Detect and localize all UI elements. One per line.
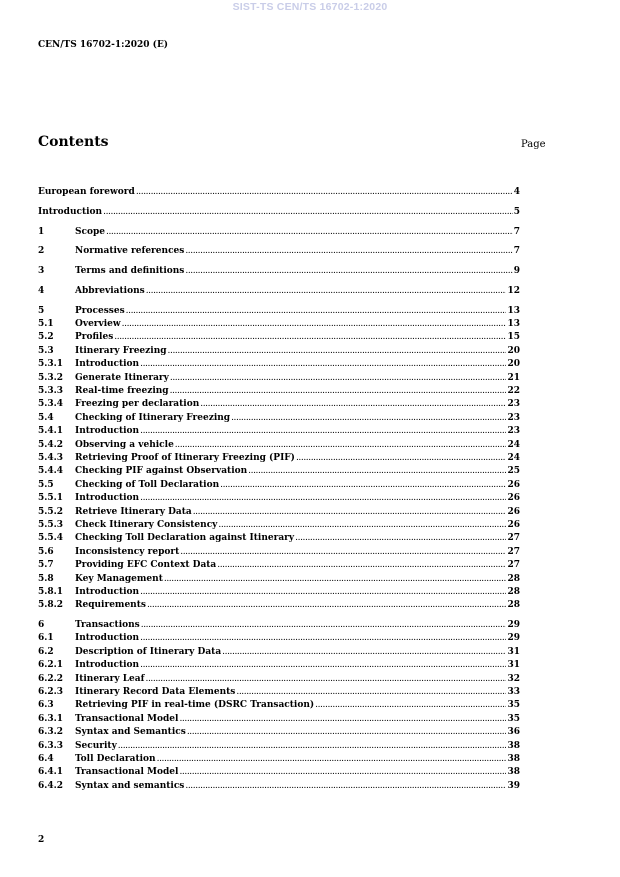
toc-entry[interactable] <box>38 206 520 219</box>
toc-entry-number: 5.8.2 <box>38 600 64 611</box>
toc-entry-page[interactable]: 23 <box>507 426 520 437</box>
page-column-label: Page <box>521 139 546 150</box>
toc-entry-number: 6.3.2 <box>38 727 64 738</box>
toc-entry[interactable] <box>38 699 520 712</box>
toc-entry-page[interactable]: 39 <box>507 780 520 791</box>
toc-entry-page[interactable]: 13 <box>507 305 520 316</box>
toc-entry-title[interactable]: Processes <box>75 305 125 316</box>
dot-leader <box>114 331 506 344</box>
toc-entry-title[interactable]: Itinerary Record Data Elements <box>75 687 236 698</box>
dot-leader <box>231 412 506 425</box>
dot-leader <box>140 659 506 672</box>
toc-entry-number: 5.3.2 <box>38 372 64 383</box>
toc-entry[interactable] <box>38 753 520 766</box>
toc-entry-page[interactable]: 28 <box>507 573 520 584</box>
toc-entry-page[interactable]: 26 <box>507 479 520 490</box>
toc-entry-page[interactable]: 25 <box>507 466 520 477</box>
toc-entry-title[interactable]: Introduction <box>75 426 140 437</box>
toc-entry-number: 5.4 <box>38 412 54 423</box>
toc-entry[interactable] <box>38 492 520 505</box>
toc-entry-number: 5.4.3 <box>38 452 64 463</box>
toc-entry-page[interactable]: 36 <box>507 727 520 738</box>
dot-leader <box>140 492 506 505</box>
toc-entry[interactable] <box>38 659 520 672</box>
toc-entry-page[interactable]: 22 <box>507 386 520 397</box>
toc-entry-page[interactable]: 20 <box>507 359 520 370</box>
toc-entry-number: 6.3.3 <box>38 740 64 751</box>
dot-leader <box>170 385 507 398</box>
toc-entry[interactable] <box>38 726 520 739</box>
dot-leader <box>146 285 507 298</box>
dot-leader <box>168 345 507 358</box>
toc-entry-page[interactable]: 27 <box>507 560 520 571</box>
toc-entry-page[interactable]: 20 <box>507 345 520 356</box>
dot-leader <box>185 265 512 278</box>
dot-leader <box>136 186 513 199</box>
toc-entry-title[interactable]: Syntax and Semantics <box>75 727 186 738</box>
toc-entry-title[interactable]: Providing EFC Context Data <box>75 560 217 571</box>
dot-leader <box>200 398 506 411</box>
dot-leader <box>126 305 507 318</box>
toc-entry-number: 4 <box>38 285 45 296</box>
toc-entry-title[interactable]: Abbreviations <box>75 285 145 296</box>
toc-entry-title[interactable]: Terms and definitions <box>75 266 185 277</box>
toc-entry-page[interactable]: 21 <box>507 372 520 383</box>
toc-entry-page[interactable]: 35 <box>507 700 520 711</box>
toc-entry[interactable] <box>38 452 520 465</box>
toc-entry-title[interactable]: Security <box>75 740 117 751</box>
toc-entry-title[interactable]: Introduction <box>75 359 140 370</box>
toc-entry-page[interactable]: 35 <box>507 713 520 724</box>
toc-entry-page[interactable]: 38 <box>507 753 520 764</box>
toc-entry-title[interactable]: Checking of Toll Declaration <box>75 479 220 490</box>
toc-entry-page[interactable]: 23 <box>507 399 520 410</box>
toc-entry-title[interactable]: Description of Itinerary Data <box>75 646 222 657</box>
dot-leader <box>164 573 507 586</box>
toc-entry-title[interactable]: Syntax and semantics <box>75 780 185 791</box>
toc-entry-page[interactable]: 26 <box>507 493 520 504</box>
toc-entry-page[interactable]: 38 <box>507 740 520 751</box>
toc-entry-page[interactable]: 28 <box>507 586 520 597</box>
toc-entry-title[interactable]: Overview <box>75 319 121 330</box>
toc-entry-title[interactable]: Introduction <box>75 493 140 504</box>
dot-leader <box>118 740 507 753</box>
toc-entry-page[interactable]: 9 <box>513 266 520 277</box>
toc-entry[interactable] <box>38 599 520 612</box>
toc-entry-title[interactable]: Itinerary Leaf <box>75 673 145 684</box>
toc-entry[interactable] <box>38 559 520 572</box>
toc-entry-number: 6.4 <box>38 753 54 764</box>
toc-entry[interactable] <box>38 479 520 492</box>
toc-entry-number: 6.2 <box>38 646 54 657</box>
toc-entry-title[interactable]: Freezing per declaration <box>75 399 200 410</box>
toc-entry[interactable] <box>38 766 520 779</box>
toc-entry[interactable] <box>38 673 520 686</box>
toc-entry-number: 5.4.2 <box>38 439 64 450</box>
toc-entry-page[interactable]: 31 <box>507 660 520 671</box>
toc-entry-title[interactable]: Checking Toll Declaration against Itinerary <box>75 533 295 544</box>
dot-leader <box>315 699 506 712</box>
toc-entry-number: 5.5 <box>38 479 54 490</box>
toc-entry-title[interactable]: Retrieving Proof of Itinerary Freezing (PIF) <box>75 452 295 463</box>
dot-leader <box>140 586 506 599</box>
dot-leader <box>185 780 506 793</box>
dot-leader <box>218 519 506 532</box>
toc-entry-title[interactable]: Introduction <box>38 206 103 217</box>
toc-entry-number: 5 <box>38 305 45 316</box>
toc-entry[interactable] <box>38 226 520 239</box>
toc-entry-number: 6.1 <box>38 633 54 644</box>
toc-entry-title[interactable]: Transactional Model <box>75 713 179 724</box>
toc-entry[interactable] <box>38 619 520 632</box>
toc-entry[interactable] <box>38 331 520 344</box>
toc-entry-title[interactable]: Retrieving PIF in real-time (DSRC Transaction) <box>75 700 315 711</box>
dot-leader <box>140 632 506 645</box>
toc-entry-number: 5.1 <box>38 319 54 330</box>
dot-leader <box>146 673 507 686</box>
dot-leader <box>222 646 506 659</box>
toc-entry[interactable] <box>38 245 520 258</box>
toc-entry-page[interactable]: 12 <box>507 285 520 296</box>
dot-leader <box>193 506 507 519</box>
toc-entry-number: 6.2.1 <box>38 660 64 671</box>
toc-entry-title[interactable]: Observing a vehicle <box>75 439 174 450</box>
toc-entry-title[interactable]: Key Management <box>75 573 163 584</box>
toc-entry-title[interactable]: Itinerary Freezing <box>75 345 167 356</box>
toc-entry[interactable] <box>38 385 520 398</box>
toc-entry-title[interactable]: Inconsistency report <box>75 546 180 557</box>
toc-entry-number: 5.3.3 <box>38 386 64 397</box>
toc-entry-number: 5.4.1 <box>38 426 64 437</box>
toc-entry-title[interactable]: Introduction <box>75 586 140 597</box>
toc-entry-number: 5.3.4 <box>38 399 64 410</box>
toc-entry-title[interactable]: Real-time freezing <box>75 386 169 397</box>
toc-entry-page[interactable]: 28 <box>507 600 520 611</box>
dot-leader <box>106 226 513 239</box>
toc-entry-title[interactable]: Profiles <box>75 332 114 343</box>
dot-leader <box>236 686 506 699</box>
dot-leader <box>147 599 507 612</box>
toc-entry-number: 6 <box>38 620 45 631</box>
toc-entry-number: 5.8.1 <box>38 586 64 597</box>
toc-entry[interactable] <box>38 465 520 478</box>
toc-entry-page[interactable]: 27 <box>507 546 520 557</box>
dot-leader <box>103 206 513 219</box>
toc-entry-page[interactable]: 24 <box>507 439 520 450</box>
toc-entry-title[interactable]: European foreword <box>38 187 135 197</box>
toc-entry[interactable] <box>38 425 520 438</box>
toc-entry-title[interactable]: Scope <box>75 226 106 237</box>
toc-entry[interactable] <box>38 265 520 278</box>
toc-entry-number: 6.3 <box>38 700 54 711</box>
toc-entry-title[interactable]: Toll Declaration <box>75 753 156 764</box>
toc-entry[interactable] <box>38 358 520 371</box>
toc-entry[interactable] <box>38 318 520 331</box>
toc-entry[interactable] <box>38 372 520 385</box>
toc-entry-title[interactable]: Check Itinerary Consistency <box>75 519 218 530</box>
toc-entry-page[interactable]: 29 <box>507 633 520 644</box>
dot-leader <box>179 766 506 779</box>
dot-leader <box>248 465 506 478</box>
toc-entry[interactable] <box>38 506 520 519</box>
toc-entry-page[interactable]: 13 <box>507 319 520 330</box>
toc-entry[interactable] <box>38 546 520 559</box>
toc-entry-page[interactable]: 7 <box>513 246 520 257</box>
dot-leader <box>140 358 506 371</box>
toc-entry-title[interactable]: Checking of Itinerary Freezing <box>75 412 231 423</box>
dot-leader <box>141 619 507 632</box>
toc-entry[interactable] <box>38 740 520 753</box>
toc-entry-number: 5.3.1 <box>38 359 64 370</box>
toc-entry[interactable] <box>38 713 520 726</box>
dot-leader <box>180 546 506 559</box>
toc-entry[interactable] <box>38 532 520 545</box>
toc-entry-title[interactable]: Introduction <box>75 660 140 671</box>
dot-leader <box>296 452 507 465</box>
toc-entry-title[interactable]: Retrieve Itinerary Data <box>75 506 192 517</box>
dot-leader <box>122 318 507 331</box>
toc-entry[interactable] <box>38 285 520 298</box>
toc-entry-page[interactable]: 23 <box>507 412 520 423</box>
dot-leader <box>220 479 506 492</box>
toc-entry[interactable] <box>38 398 520 411</box>
toc-entry-page[interactable]: 5 <box>513 206 520 217</box>
toc-entry-title[interactable]: Transactions <box>75 620 140 631</box>
toc-entry-number: 6.4.1 <box>38 767 64 778</box>
toc-entry-title[interactable]: Transactional Model <box>75 767 179 778</box>
toc-entry[interactable] <box>38 646 520 659</box>
toc-entry-number: 5.8 <box>38 573 54 584</box>
toc-entry[interactable] <box>38 305 520 318</box>
toc-entry-number: 5.5.3 <box>38 519 64 530</box>
toc-entry[interactable] <box>38 780 520 793</box>
toc-entry-number: 1 <box>38 226 45 237</box>
toc-entry[interactable] <box>38 632 520 645</box>
dot-leader <box>170 372 507 385</box>
dot-leader <box>187 726 507 739</box>
toc-entry-title[interactable]: Checking PIF against Observation <box>75 466 248 477</box>
toc-entry-number: 3 <box>38 266 45 277</box>
document-id: CEN/TS 16702-1:2020 (E) <box>38 40 169 50</box>
toc-entry-number: 6.4.2 <box>38 780 64 791</box>
toc-entry-title[interactable]: Normative references <box>75 246 185 257</box>
toc-entry-page[interactable]: 32 <box>507 673 520 684</box>
toc-entry-page[interactable]: 27 <box>507 533 520 544</box>
toc-entry-number: 5.5.1 <box>38 493 64 504</box>
toc-entry[interactable] <box>38 519 520 532</box>
toc-entry-page[interactable]: 15 <box>507 332 520 343</box>
page-number: 2 <box>38 835 45 845</box>
toc-entry-number: 5.7 <box>38 560 54 571</box>
toc-entry-page[interactable]: 26 <box>507 519 520 530</box>
toc-entry-title[interactable]: Requirements <box>75 600 146 611</box>
toc-entry-number: 5.6 <box>38 546 54 557</box>
dot-leader <box>295 532 506 545</box>
toc-entry-page[interactable]: 7 <box>513 226 520 237</box>
toc-entry[interactable] <box>38 586 520 599</box>
toc-entry-page[interactable]: 31 <box>507 646 520 657</box>
toc-entry-page[interactable]: 24 <box>507 452 520 463</box>
toc-entry[interactable] <box>38 345 520 358</box>
dot-leader <box>217 559 506 572</box>
toc-entry-page[interactable]: 38 <box>507 767 520 778</box>
toc-entry-number: 6.2.2 <box>38 673 64 684</box>
toc-entry-number: 5.5.2 <box>38 506 64 517</box>
toc-entry-number: 6.2.3 <box>38 687 64 698</box>
toc-entry-page[interactable]: 26 <box>507 506 520 517</box>
toc-entry-number: 6.3.1 <box>38 713 64 724</box>
dot-leader <box>157 753 507 766</box>
toc-entry-number: 5.5.4 <box>38 533 64 544</box>
dot-leader <box>175 439 507 452</box>
toc-entry[interactable] <box>38 186 520 199</box>
contents-heading: Contents <box>38 134 109 150</box>
table-of-contents <box>38 186 520 793</box>
toc-entry[interactable] <box>38 686 520 699</box>
toc-entry-number: 5.4.4 <box>38 466 64 477</box>
toc-entry-page[interactable]: 4 <box>513 187 520 197</box>
dot-leader <box>185 245 512 258</box>
toc-entry-title[interactable]: Generate Itinerary <box>75 372 169 383</box>
toc-entry-number: 2 <box>38 246 45 257</box>
toc-entry-title[interactable]: Introduction <box>75 633 140 644</box>
toc-entry-page[interactable]: 33 <box>507 687 520 698</box>
toc-entry[interactable] <box>38 573 520 586</box>
dot-leader <box>179 713 506 726</box>
toc-entry-page[interactable]: 29 <box>507 620 520 631</box>
toc-entry[interactable] <box>38 439 520 452</box>
toc-entry-number: 5.2 <box>38 332 54 343</box>
dot-leader <box>140 425 506 438</box>
watermark: SIST-TS CEN/TS 16702-1:2020 <box>232 1 388 13</box>
toc-entry[interactable] <box>38 412 520 425</box>
toc-entry-number: 5.3 <box>38 345 54 356</box>
